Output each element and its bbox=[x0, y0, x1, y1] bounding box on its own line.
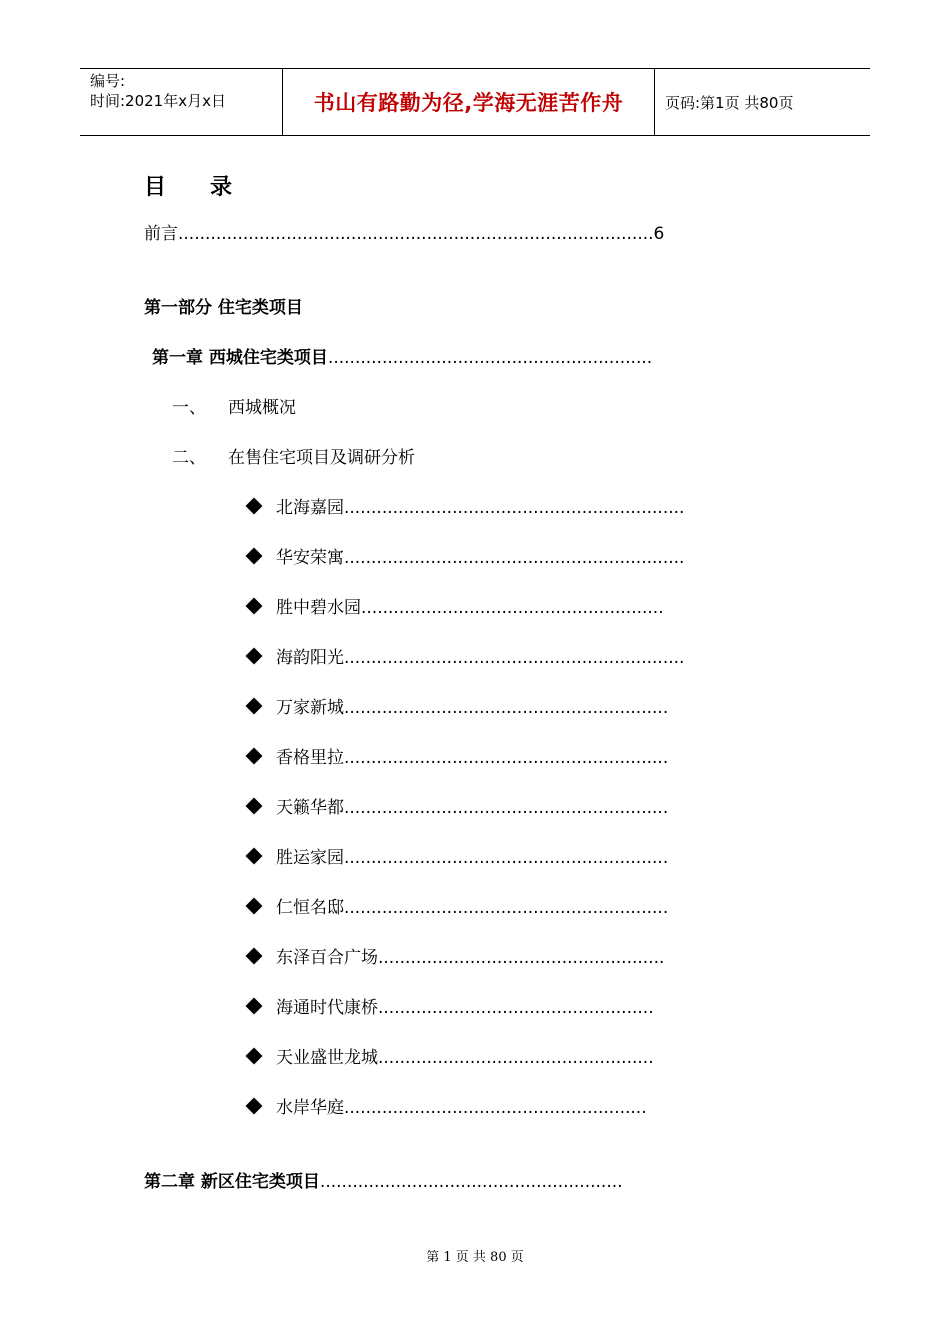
diamond-bullet-icon bbox=[246, 1048, 263, 1065]
diamond-bullet-icon bbox=[246, 648, 263, 665]
diamond-bullet-icon bbox=[246, 948, 263, 965]
header-left bbox=[80, 69, 282, 135]
toc-leader-dots: ............................................................ bbox=[344, 798, 669, 818]
toc-item-label: 香格里拉 bbox=[276, 748, 344, 768]
toc-item-label: 海韵阳光 bbox=[276, 648, 344, 668]
section-number: 二、 bbox=[172, 448, 206, 468]
toc-item[interactable] bbox=[248, 1046, 654, 1070]
toc-item-label: 水岸华庭 bbox=[276, 1098, 344, 1118]
toc-leader-dots: ............................................................ bbox=[344, 898, 669, 918]
toc-item[interactable] bbox=[248, 896, 668, 920]
toc-item[interactable] bbox=[248, 846, 668, 870]
toc-item-label: 仁恒名邸 bbox=[276, 898, 344, 918]
toc-item-label: 海通时代康桥 bbox=[276, 998, 378, 1018]
toc-leader-dots: ............................................................... bbox=[344, 548, 685, 568]
diamond-bullet-icon bbox=[246, 548, 263, 565]
toc-title: 目录 bbox=[144, 175, 277, 200]
toc-entry-label: 第二章 新区住宅类项目 bbox=[144, 1172, 320, 1192]
toc-leader-dots: ........................................................ bbox=[361, 598, 664, 618]
toc-page-number: 6 bbox=[653, 224, 665, 244]
diamond-bullet-icon bbox=[246, 848, 263, 865]
toc-leader-dots: ........................................................ bbox=[344, 1098, 647, 1118]
number-label: 编号: bbox=[90, 72, 126, 90]
section-label: 在售住宅项目及调研分析 bbox=[228, 448, 415, 468]
header-page-info: 页码:第1页 共80页 bbox=[665, 93, 794, 112]
diamond-bullet-icon bbox=[246, 998, 263, 1015]
toc-item[interactable] bbox=[248, 596, 664, 620]
toc-leader-dots: ............................................................ bbox=[344, 748, 669, 768]
toc-item-label: 万家新城 bbox=[276, 698, 344, 718]
diamond-bullet-icon bbox=[246, 498, 263, 515]
toc-section-2[interactable] bbox=[172, 446, 415, 470]
toc-item[interactable] bbox=[248, 946, 664, 970]
toc-section-1[interactable] bbox=[172, 396, 296, 420]
diamond-bullet-icon bbox=[246, 748, 263, 765]
toc-item-label: 胜中碧水园 bbox=[276, 598, 361, 618]
toc-item[interactable] bbox=[248, 746, 668, 770]
toc-item[interactable] bbox=[248, 646, 684, 670]
toc-leader-dots: ............................................................ bbox=[344, 848, 669, 868]
page-footer: 第 1 页 共 80 页 bbox=[426, 1250, 524, 1265]
toc-item[interactable] bbox=[248, 996, 654, 1020]
toc-item[interactable] bbox=[248, 496, 684, 520]
toc-leader-dots: ........................................................................................ bbox=[178, 224, 654, 244]
diamond-bullet-icon bbox=[246, 898, 263, 915]
toc-item[interactable] bbox=[248, 1096, 647, 1120]
toc-leader-dots: ................................................... bbox=[378, 1048, 654, 1068]
diamond-bullet-icon bbox=[246, 698, 263, 715]
toc-leader-dots: ............................................................ bbox=[344, 698, 669, 718]
toc-item-label: 北海嘉园 bbox=[276, 498, 344, 518]
toc-entry-preface[interactable] bbox=[144, 222, 664, 246]
diamond-bullet-icon bbox=[246, 798, 263, 815]
toc-leader-dots: ............................................................ bbox=[327, 348, 653, 368]
toc-entry-label: 第一章 西城住宅类项目 bbox=[152, 348, 328, 368]
diamond-bullet-icon bbox=[246, 1098, 263, 1115]
toc-item-label: 天籁华都 bbox=[276, 798, 344, 818]
toc-leader-dots: ................................................... bbox=[378, 998, 654, 1018]
toc-leader-dots: ..................................................... bbox=[378, 948, 665, 968]
toc-item-label: 胜运家园 bbox=[276, 848, 344, 868]
toc-item-label: 天业盛世龙城 bbox=[276, 1048, 378, 1068]
toc-part-1[interactable]: 第一部分 住宅类项目 bbox=[144, 298, 303, 318]
toc-item[interactable] bbox=[248, 546, 684, 570]
header-motto: 书山有路勤为径,学海无涯苦作舟 bbox=[282, 69, 655, 135]
section-label: 西城概况 bbox=[228, 398, 296, 418]
toc-entry-label: 前言 bbox=[144, 224, 178, 244]
toc-entry-chapter-2[interactable] bbox=[144, 1170, 623, 1194]
toc-leader-dots: ........................................................ bbox=[319, 1172, 623, 1192]
toc-item-label: 东泽百合广场 bbox=[276, 948, 378, 968]
toc-item[interactable] bbox=[248, 796, 668, 820]
page-header bbox=[80, 68, 870, 136]
diamond-bullet-icon bbox=[246, 598, 263, 615]
section-number: 一、 bbox=[172, 398, 206, 418]
toc-leader-dots: ............................................................... bbox=[344, 498, 685, 518]
toc-item[interactable] bbox=[248, 696, 668, 720]
toc-leader-dots: ............................................................... bbox=[344, 648, 685, 668]
time-label: 时间:2021年x月x日 bbox=[90, 92, 226, 110]
toc-entry-chapter-1[interactable] bbox=[152, 346, 652, 370]
toc-item-label: 华安荣寓 bbox=[276, 548, 344, 568]
